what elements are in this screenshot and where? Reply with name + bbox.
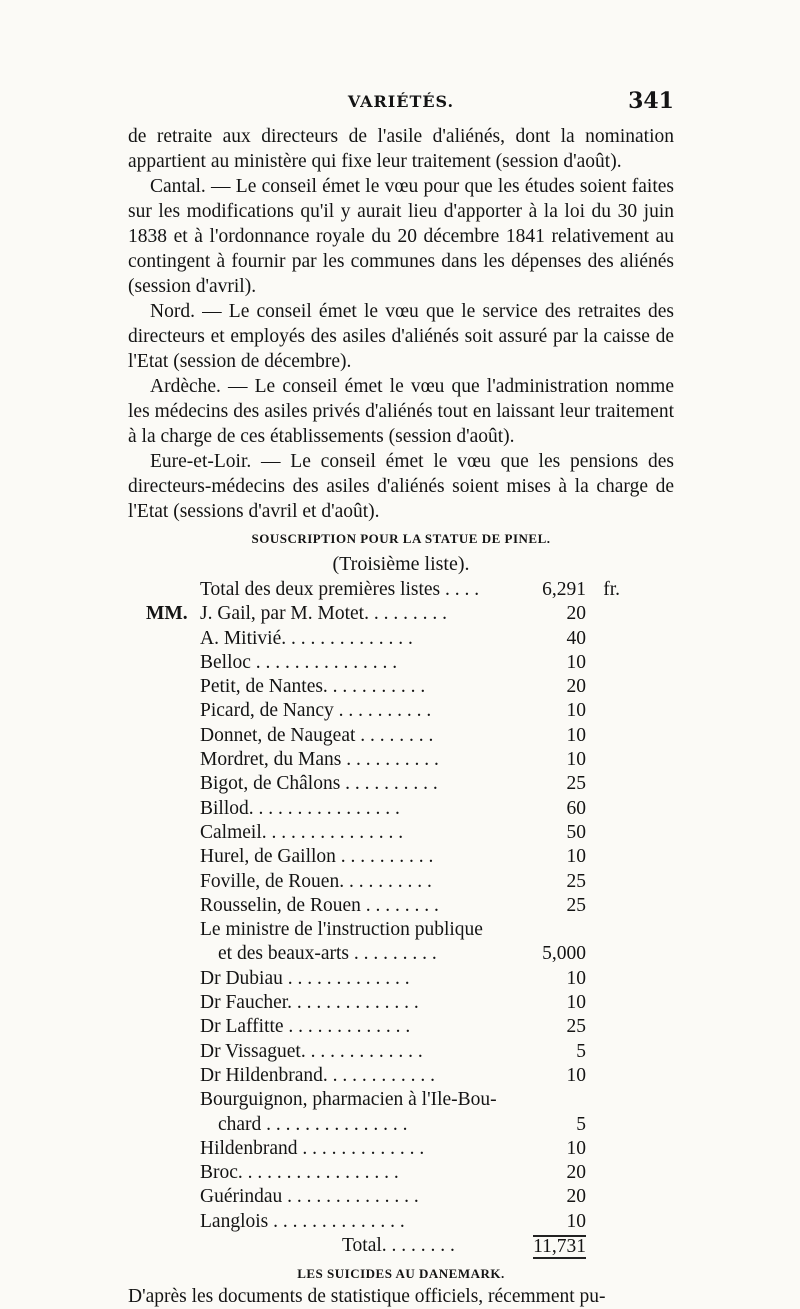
list-item [128, 845, 674, 869]
subscriber-name: Guérindau . . . . . . . . . . . . . . [200, 1186, 419, 1208]
subscription-amount: 10 [566, 1210, 586, 1232]
subscription-amount: 6,291 [542, 579, 586, 600]
section-heading-suicides: LES SUICIDES AU DANEMARK. [297, 1266, 505, 1282]
list-item [128, 602, 674, 626]
subscription-amount: 25 [566, 1016, 586, 1038]
list-item [128, 1185, 674, 1209]
subscription-amount: 10 [566, 846, 586, 868]
subscription-amount: 20 [566, 603, 586, 625]
subscriber-name: J. Gail, par M. Motet. . . . . . . . . [200, 603, 447, 625]
list-item [128, 772, 674, 796]
running-header [128, 88, 674, 122]
subscription-amount: 10 [566, 651, 586, 673]
subscriber-name: Total des deux premières listes . . . . [200, 579, 480, 600]
total-amount: 11,731 [533, 1236, 586, 1258]
subscriber-name: Donnet, de Naugeat . . . . . . . . [200, 724, 434, 746]
subscriber-name: Mordret, du Mans . . . . . . . . . . [200, 749, 439, 771]
list-item [128, 578, 674, 602]
list-item [128, 724, 674, 748]
subscription-amount: 25 [566, 773, 586, 795]
subscription-amount: 60 [566, 797, 586, 819]
subscriber-name: Picard, de Nancy . . . . . . . . . . [200, 700, 432, 722]
list-item [128, 1088, 674, 1112]
subscriber-name: Le ministre de l'instruction publique [200, 919, 483, 941]
subscription-amount: 10 [566, 967, 586, 989]
list-item [128, 1040, 674, 1064]
subscription-amount: 5 [576, 1040, 586, 1062]
subscriber-name: Rousselin, de Rouen . . . . . . . . [200, 894, 439, 916]
paragraph-nord: Nord. — Le conseil émet le vœu que le service des retraites des directeurs et employés des asiles d'aliénés soit assuré par la caisse de l'Etat (session de décembre). [128, 301, 674, 372]
subscription-amount: 25 [566, 870, 586, 892]
running-title: VARIÉTÉS. [347, 92, 455, 111]
list-item [128, 991, 674, 1015]
paragraph-eure-et-loir: Eure-et-Loir. — Le conseil émet le vœu que les pensions des directeurs-médecins des asiles d'aliénés soient mises à la charge de l'Etat (sessions d'avril et d'août). [128, 451, 674, 522]
subscriber-name: Bourguignon, pharmacien à l'Ile-Bou- [200, 1089, 497, 1111]
list-item [128, 1015, 674, 1039]
subscriber-name: et des beaux-arts . . . . . . . . . [218, 943, 437, 965]
subscription-amount: 10 [566, 1064, 586, 1086]
subscription-amount: 10 [566, 749, 586, 771]
section-first-line: D'après les documents de statistique officiels, récemment pu- [128, 1286, 606, 1308]
list-item [128, 918, 674, 942]
subscription-heading: SOUSCRIPTION POUR LA STATUE DE PINEL. [251, 531, 551, 546]
subscription-list [128, 578, 674, 1234]
subscription-amount: 5 [576, 1113, 586, 1135]
paragraph-cantal: Cantal. — Le conseil émet le vœu pour que les études soient faites sur les modifications qu'il y aurait lieu d'apporter à la loi du 30 juin 1838 et à l'ordonnance royale du 20 décembre 1841 relativement au contingent à fournir par les communes dans les dépenses des aliénés (session d'avril). [128, 176, 674, 297]
paragraph-ardeche: Ardèche. — Le conseil émet le vœu que l'administration nomme les médecins des asiles privés d'aliénés tout en laissant leur traitement à la charge de ces établissements (session d'août). [128, 376, 674, 447]
total-row [128, 1234, 674, 1258]
list-item [128, 651, 674, 675]
subscriber-name: Foville, de Rouen. . . . . . . . . . [200, 870, 432, 892]
subscriber-name: chard . . . . . . . . . . . . . . . [218, 1113, 408, 1135]
subscription-amount: 10 [566, 992, 586, 1014]
subscription-amount: 50 [566, 821, 586, 843]
total-label: Total. . . . . . . . [342, 1235, 455, 1257]
subscriber-name: Bigot, de Châlons . . . . . . . . . . [200, 773, 438, 795]
list-item [128, 967, 674, 991]
subscriber-name: Hildenbrand . . . . . . . . . . . . . [200, 1137, 425, 1159]
subscriber-name: Dr Faucher. . . . . . . . . . . . . . [200, 992, 419, 1014]
list-item [128, 1064, 674, 1088]
list-item [128, 870, 674, 894]
list-item [128, 894, 674, 918]
subscription-amount: 20 [566, 676, 586, 698]
list-item [128, 699, 674, 723]
subscriber-name: Dr Dubiau . . . . . . . . . . . . . [200, 967, 410, 989]
list-item [128, 675, 674, 699]
subscription-amount: 10 [566, 724, 586, 746]
subscription-subheading: (Troisième liste). [332, 553, 470, 575]
subscriber-name: Belloc . . . . . . . . . . . . . . . [200, 651, 398, 673]
subscriber-name: Broc. . . . . . . . . . . . . . . . . [200, 1162, 399, 1184]
subscriber-name: Hurel, de Gaillon . . . . . . . . . . [200, 846, 434, 868]
subscription-amount: 20 [566, 1162, 586, 1184]
list-item [128, 748, 674, 772]
subscriber-name: Petit, de Nantes. . . . . . . . . . . [200, 676, 426, 698]
list-item [128, 1161, 674, 1185]
list-item [128, 1113, 674, 1137]
subscription-amount: 20 [566, 1186, 586, 1208]
list-item [128, 821, 674, 845]
currency-unit: fr. [603, 579, 620, 600]
list-item [128, 797, 674, 821]
subscription-amount: 40 [566, 627, 586, 649]
subscriber-name: Dr Hildenbrand. . . . . . . . . . . . [200, 1064, 436, 1086]
subscription-amount: 10 [566, 700, 586, 722]
list-item [128, 1210, 674, 1234]
list-item [128, 627, 674, 651]
list-item [128, 942, 674, 966]
subscriber-name: Dr Vissaguet. . . . . . . . . . . . . [200, 1040, 423, 1062]
page-body [128, 124, 674, 1309]
list-item [128, 1137, 674, 1161]
subscription-amount: 10 [566, 1137, 586, 1159]
subscriber-name: Calmeil. . . . . . . . . . . . . . . [200, 821, 404, 843]
subscriber-name: A. Mitivié. . . . . . . . . . . . . . [200, 627, 413, 649]
subscriber-name: Dr Laffitte . . . . . . . . . . . . . [200, 1016, 411, 1038]
subscriber-name: Billod. . . . . . . . . . . . . . . . [200, 797, 400, 819]
subscription-amount: 5,000 [542, 943, 586, 965]
page-number: 341 [628, 88, 674, 114]
subscriber-name: Langlois . . . . . . . . . . . . . . [200, 1210, 405, 1232]
paragraph-continuation: de retraite aux directeurs de l'asile d'aliénés, dont la nomination appartient au ministère qui fixe leur traitement (session d'août). [128, 126, 674, 172]
subscription-amount: 25 [566, 894, 586, 916]
mm-label: MM. [146, 603, 188, 625]
